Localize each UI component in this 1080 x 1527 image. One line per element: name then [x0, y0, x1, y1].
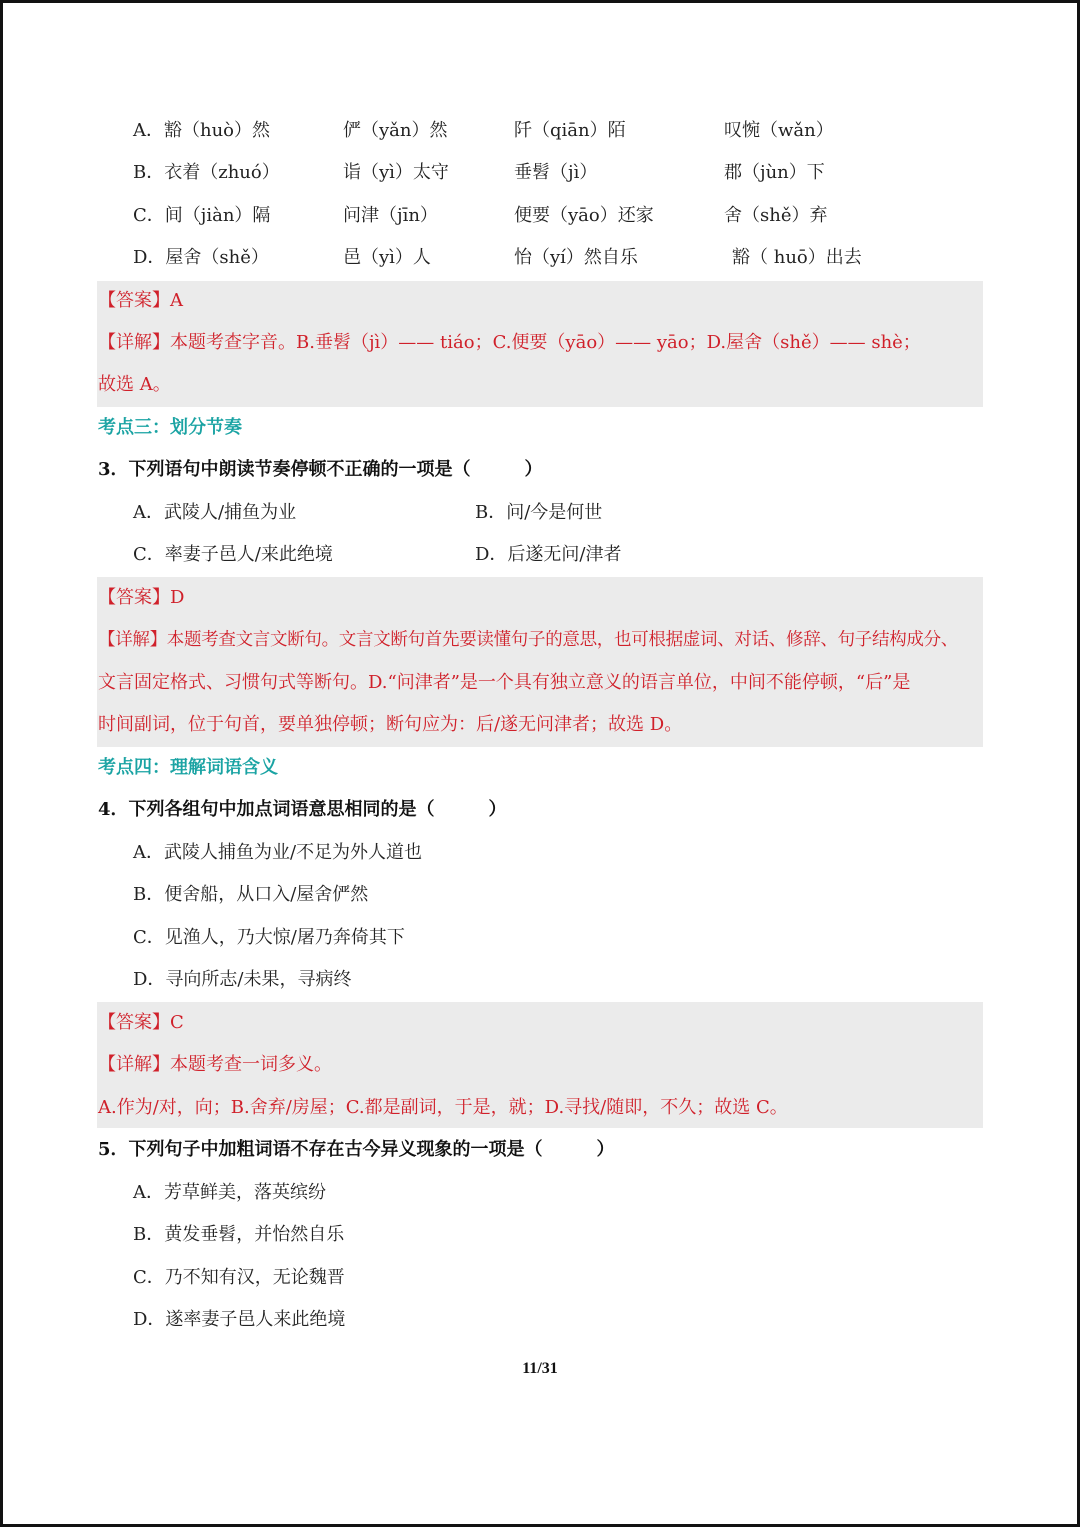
q3-option-a: A．武陵人/捕鱼为业 — [133, 502, 297, 523]
section-title: 考点四：理解词语含义 — [98, 757, 278, 778]
detail-text: 文言固定格式、习惯句式等断句。D.“问津者”是一个具有独立意义的语言单位，中间不能停顿，“后”是 — [98, 672, 911, 693]
q4-answer — [0, 1002, 1080, 1044]
section-title: 考点三：划分节奏 — [98, 417, 242, 438]
q3-option-d: D．后遂无问/津者 — [475, 544, 622, 565]
q4-detail-2 — [0, 1087, 1080, 1129]
q3-detail-1 — [0, 619, 1080, 661]
q4-stem — [0, 789, 1080, 831]
q2-option-cell: B．衣着（zhuó） — [133, 162, 280, 183]
question-stem: 3．下列语句中朗读节奏停顿不正确的一项是（ ） — [98, 459, 543, 480]
q2-option-cell: 垂髫（jì） — [514, 162, 598, 183]
q2-option-cell: 豁（ huō）出去 — [732, 247, 862, 268]
option-text: B．黄发垂髫，并怡然自乐 — [133, 1224, 345, 1245]
q5-option-b — [0, 1214, 1080, 1256]
q2-option-cell: C．间（jiàn）隔 — [133, 205, 271, 226]
q2-option-cell: 郡（jùn）下 — [724, 162, 825, 183]
page-number: 11/31 — [522, 1360, 558, 1377]
section-heading-4 — [0, 747, 1080, 789]
q3-option-b: B．问/今是何世 — [475, 502, 603, 523]
option-text: D．寻向所志/未果，寻病终 — [133, 969, 352, 990]
answer-text: 【答案】A — [98, 290, 183, 311]
q2-options-row-c — [0, 195, 1080, 237]
question-stem: 5．下列句子中加粗词语不存在古今异义现象的一项是（ ） — [98, 1139, 615, 1160]
q3-stem — [0, 449, 1080, 491]
q3-detail-3 — [0, 704, 1080, 746]
q2-option-cell: 俨（yǎn）然 — [343, 120, 448, 141]
q3-options-row-1 — [0, 492, 1080, 534]
q3-detail-2 — [0, 662, 1080, 704]
detail-text: 【详解】本题考查文言文断句。文言文断句首先要读懂句子的意思，也可根据虚词、对话、修辞、句子结构成分、 — [98, 630, 958, 650]
q2-option-cell: 叹惋（wǎn） — [724, 120, 834, 141]
q2-option-cell: 怡（yí）然自乐 — [514, 247, 638, 268]
q2-answer — [0, 280, 1080, 322]
answer-text: 【答案】D — [98, 587, 185, 608]
q2-option-cell: D．屋舍（shě） — [133, 247, 269, 268]
q2-option-cell: 阡（qiān）陌 — [514, 120, 626, 141]
q2-options-row-a — [0, 110, 1080, 152]
option-text: A．武陵人捕鱼为业/不足为外人道也 — [133, 842, 423, 863]
q2-options-row-b — [0, 152, 1080, 194]
detail-text: 【详解】本题考查一词多义。 — [98, 1054, 332, 1075]
detail-text: 故选 A。 — [98, 374, 171, 395]
q3-option-c: C．率妻子邑人/来此绝境 — [133, 544, 333, 565]
q2-option-cell: 邑（yì）人 — [343, 247, 431, 268]
q2-option-cell: A．豁（huò）然 — [133, 120, 271, 141]
section-heading-3 — [0, 407, 1080, 449]
option-text: C．乃不知有汉，无论魏晋 — [133, 1267, 345, 1288]
q5-option-d — [0, 1299, 1080, 1341]
q3-answer — [0, 577, 1080, 619]
q4-option-d — [0, 959, 1080, 1001]
q4-option-b — [0, 874, 1080, 916]
q5-stem — [0, 1129, 1080, 1171]
q5-option-a — [0, 1172, 1080, 1214]
option-text: B．便舍船，从口入/屋舍俨然 — [133, 884, 369, 905]
q4-option-a — [0, 832, 1080, 874]
q4-option-c — [0, 917, 1080, 959]
q2-option-cell: 诣（yì）太守 — [343, 162, 449, 183]
detail-text: 时间副词，位于句首，要单独停顿；断句应为：后/遂无问津者；故选 D。 — [98, 714, 683, 735]
q2-option-cell: 便要（yāo）还家 — [514, 205, 654, 226]
q2-option-cell: 舍（shě）弃 — [724, 205, 828, 226]
q4-detail-1 — [0, 1044, 1080, 1086]
option-text: A．芳草鲜美，落英缤纷 — [133, 1182, 326, 1203]
question-stem: 4．下列各组句中加点词语意思相同的是（ ） — [98, 799, 507, 820]
option-text: C．见渔人，乃大惊/屠乃奔倚其下 — [133, 927, 405, 948]
q3-options-row-2 — [0, 534, 1080, 576]
q2-detail-conclusion — [0, 364, 1080, 406]
q2-detail — [0, 322, 1080, 364]
detail-text: 【详解】本题考查字音。B.垂髫（jì）—— tiáo；C.便要（yāo）—— yāo；D.屋舍（shě）—— shè； — [98, 332, 921, 353]
q2-options-row-d — [0, 237, 1080, 279]
q5-option-c — [0, 1257, 1080, 1299]
q2-option-cell: 问津（jīn） — [343, 205, 438, 226]
answer-text: 【答案】C — [98, 1012, 184, 1033]
option-text: D．遂率妻子邑人来此绝境 — [133, 1309, 346, 1330]
detail-text: A.作为/对，向；B.舍弃/房屋；C.都是副词，于是，就；D.寻找/随即，不久；故选 C。 — [98, 1097, 788, 1118]
